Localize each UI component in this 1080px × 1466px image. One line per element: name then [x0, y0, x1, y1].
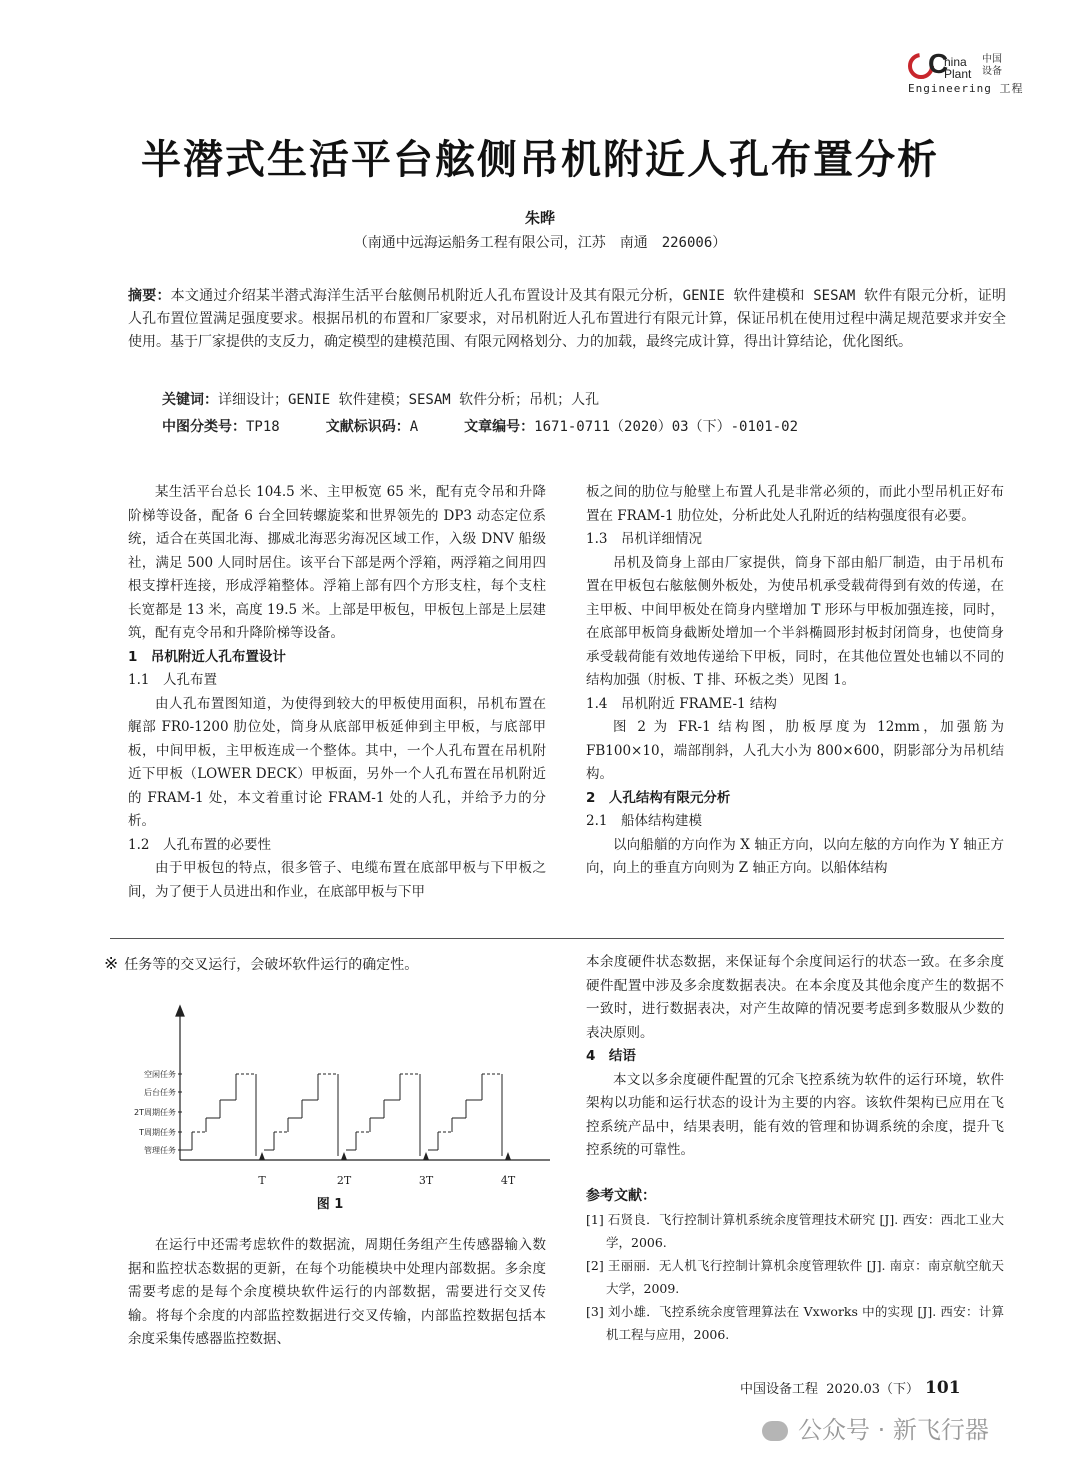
references-list [586, 1208, 1004, 1346]
x-tick-label: 4T [500, 1174, 516, 1187]
body-right-column [586, 481, 1004, 881]
wechat-watermark [762, 1410, 989, 1445]
paragraph: 板之间的肋位与舱壁上布置人孔是非常必须的，而此小型吊机正好布置在 FRAM-1 肋位处，分析此处人孔附近的结构强度很有必要。 [586, 484, 1004, 524]
reference-item: [2] 王丽丽．无人机飞行控制计算机余度管理软件 [J]. 南京：南京航空航天大学，2009. [586, 1258, 1004, 1296]
y-level-label: 管理任务 [144, 1146, 176, 1155]
note-symbol: ※ [104, 954, 119, 974]
paper-title: 半潜式生活平台舷侧吊机附近人孔布置分析 [141, 137, 939, 183]
affiliation: （南通中远海运船务工程有限公司，江苏 南通 226006） [353, 235, 727, 251]
section-heading: 4 结语 [586, 1048, 636, 1064]
x-tick-label: 2T [336, 1174, 352, 1187]
x-tick-label: 3T [418, 1174, 434, 1187]
logo-c: C [928, 48, 949, 79]
subsection-heading: 1.4 吊机附近 FRAME-1 结构 [586, 695, 777, 712]
classification-line: 中图分类号：TP18 文献标识码：A 文章编号：1671-0711（2020）03（下）-0101-02 [162, 419, 799, 435]
note-text: 任务等的交叉运行，会破坏软件运行的确定性。 [124, 957, 419, 973]
footer-journal: 中国设备工程 [740, 1382, 819, 1397]
paragraph: 由于甲板包的特点，很多管子、电缆布置在底部甲板与下甲板之间，为了便于人员进出和作业，在底部甲板与下甲 [128, 860, 546, 900]
subsection-heading: 1.1 人孔布置 [128, 672, 217, 688]
paragraph: 本文以多余度硬件配置的冗余飞控系统为软件的运行环境，软件架构以功能和运行状态的设计为主要的内容。该软件架构已应用在飞控系统产品中，结果表明，能有效的管理和协调系统的余度，提升飞控系统的可靠性。 [586, 1071, 1004, 1158]
body-left-column [128, 481, 546, 904]
body-right-column-2 [586, 951, 1004, 1346]
logo-chinese: 中国 设备 [982, 54, 1002, 77]
paragraph: 以向船艏的方向作为 X 轴正方向，以向左舷的方向作为 Y 轴正方向，向上的垂直方向则为 Z 轴正方向。以船体结构 [586, 836, 1004, 876]
paragraph: 吊机及筒身上部由厂家提供，筒身下部由船厂制造，由于吊机布置在甲板包右舷舷侧外板处，为使吊机承受载荷得到有效的传递，在主甲板、中间甲板处在筒身内壁增加 T 形环与甲板加强连接，同时，在底部甲板筒身截断处增加一个半斜椭圆形封板封闭筒身，也使筒身承受载荷能有效地传递给下甲板，同时，在其他位置处也辅以不同的结构加强（肘板、T 排、环板之类）见图 1。 [586, 554, 1004, 688]
body-left-column-2 [128, 1234, 546, 1352]
y-axis-arrow [176, 1006, 184, 1016]
logo-engineering: Engineering 工程 [908, 82, 1024, 95]
figure-1-chart [100, 1000, 560, 1220]
subsection-heading: 1.3 吊机详细情况 [586, 531, 702, 547]
subsection-heading: 2.1 船体结构建模 [586, 813, 702, 829]
paragraph: 在运行中还需考虑软件的数据流，周期任务组产生传感器输入数据和监控状态数据的更新，在每个功能模块中处理内部数据。多余度需要考虑的是每个余度模块软件运行的内部数据，需要进行交叉传输。将每个余度的内部监控数据进行交叉传输，内部监控数据包括本余度采集传感器监控数据、 [128, 1237, 546, 1347]
abstract-label: 摘要： [128, 288, 171, 304]
page-footer [740, 1378, 961, 1398]
section-heading: 2 人孔结构有限元分析 [586, 789, 731, 806]
paragraph: 某生活平台总长 104.5 米、主甲板宽 65 米，配有克令吊和升降阶梯等设备，配备 6 台全回转螺旋桨和世界领先的 DP3 动态定位系统，适合在英国北海、挪威北海恶劣海况区域工作，入级 DNV 船级社，满足 500 人同时居住。该平台下部是两个浮箱，两浮箱之间用四根支撑杆连接，形成浮箱整体。浮箱上部有四个方形支柱，每个支柱长宽都是 13 米，高度 19.5 米。上部是甲板包，甲板包上部是上层建筑，配有克令吊和升降阶梯等设备。 [128, 484, 546, 641]
x-tick-marker [505, 1152, 511, 1160]
abstract [128, 285, 1006, 354]
y-level-label: 2T周期任务 [134, 1108, 176, 1117]
watermark-text: 公众号 · 新飞行器 [798, 1416, 989, 1444]
section-heading: 1 吊机附近人孔布置设计 [128, 648, 286, 665]
x-tick-marker [259, 1152, 265, 1160]
paragraph: 图 2 为 FR-1 结构图，肋板厚度为 12mm，加强筋为 FB100×10，端部削斜，人孔大小为 800×600，阴影部分为吊机结构。 [586, 719, 1004, 782]
x-tick-marker [423, 1152, 429, 1160]
reference-item: [1] 石贤良．飞行控制计算机系统余度管理技术研究 [J]. 西安：西北工业大学，2006. [586, 1212, 1004, 1250]
references-title: 参考文献： [586, 1187, 656, 1204]
keywords [162, 389, 599, 409]
page-number: 101 [925, 1378, 961, 1398]
x-tick-marker [341, 1152, 347, 1160]
subsection-heading: 1.2 人孔布置的必要性 [128, 836, 271, 853]
keywords-label: 关键词： [162, 392, 218, 408]
paragraph: 由人孔布置图知道，为使得到较大的甲板使用面积，吊机布置在艉部 FR0-1200 肋位处，筒身从底部甲板延伸到主甲板，与底部甲板，中间甲板，主甲板连成一个整体。其中，一个人孔布置在吊机附近下甲板（LOWER DECK）甲板面，另外一个人孔布置在吊机附近的 FRAM-1 处，本文着重讨论 FRAM-1 处的人孔，并给予力的分析。 [128, 695, 546, 829]
logo-english: hina Plant [944, 55, 972, 81]
continued-note [104, 953, 418, 978]
y-level-label: 空闲任务 [144, 1070, 176, 1079]
paragraph: 本余度硬件状态数据，来保证每个余度间运行的状态一致。在多余度硬件配置中涉及多余度数据表决。在本余度及其他余度产生的数据不一致时，进行数据表决，对产生故障的情况要考虑到多数服从少数的表决原则。 [586, 954, 1004, 1041]
abstract-text: 本文通过介绍某半潜式海洋生活平台舷侧吊机附近人孔布置设计及其有限元分析，GENIE 软件建模和 SESAM 软件有限元分析，证明人孔布置位置满足强度要求。根据吊机的布置和厂家要求，对吊机附近人孔布置进行有限元计算，保证吊机在使用过程中满足规范要求并安全使用。基于厂家提供的支反力，确定模型的建模范围、有限元网格划分、力的加载，最终完成计算，得出计算结论，优化图纸。 [128, 288, 1006, 350]
y-level-label: 后台任务 [144, 1088, 176, 1097]
figure-caption: 图 1 [316, 1197, 344, 1212]
keywords-text: 详细设计；GENIE 软件建模；SESAM 软件分析；吊机；人孔 [218, 392, 600, 408]
author: 朱晔 [524, 209, 555, 227]
x-tick-label: T [258, 1174, 266, 1187]
wechat-icon [762, 1421, 788, 1441]
reference-item: [3] 刘小雄．飞控系统余度管理算法在 Vxworks 中的实现 [J]. 西安：计算机工程与应用，2006. [586, 1304, 1004, 1342]
journal-logo [908, 48, 1024, 100]
y-level-label: T周期任务 [139, 1128, 176, 1137]
divider [110, 938, 1004, 939]
footer-issue: 2020.03（下） [826, 1382, 920, 1397]
